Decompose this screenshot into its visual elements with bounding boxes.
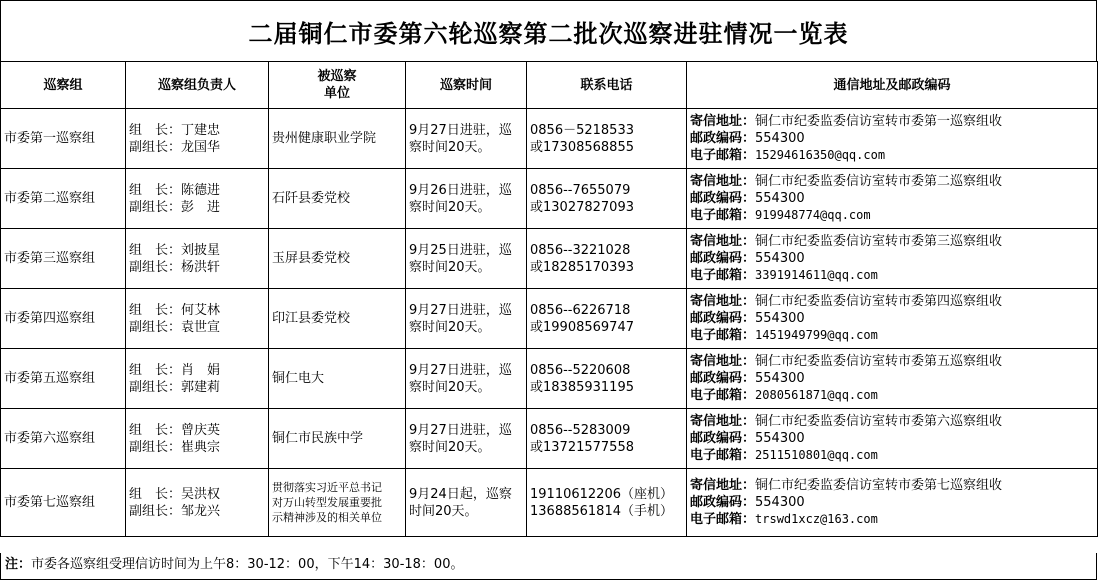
unit-cell: 铜仁电大 <box>269 349 406 409</box>
time-line1: 9月26日进驻，巡 <box>409 182 512 198</box>
email-label: 电子邮箱： <box>690 148 756 163</box>
group-cell: 市委第七巡察组 <box>1 469 126 537</box>
postcode-label: 邮政编码： <box>690 131 756 146</box>
address-cell <box>687 229 1098 289</box>
header-phone: 联系电话 <box>527 62 687 109</box>
email-label: 电子邮箱： <box>690 268 756 283</box>
email: 919948774@qq.com <box>755 208 871 222</box>
time-line2: 察时间20天。 <box>409 439 491 455</box>
time-line1: 9月24日起，巡察 <box>409 486 512 502</box>
table-row <box>1 349 1098 409</box>
email-line <box>690 267 1094 284</box>
leader-name: 组 长：曾庆英 <box>129 422 221 438</box>
time-cell <box>406 349 527 409</box>
leader-cell <box>126 169 269 229</box>
email-line <box>690 207 1094 224</box>
unit-cell <box>269 469 406 537</box>
postcode-label: 邮政编码： <box>690 371 756 386</box>
address-label: 寄信地址： <box>690 234 756 249</box>
mail-address-line <box>690 293 1094 310</box>
time-line2: 察时间20天。 <box>409 139 491 155</box>
unit-cell: 印江县委党校 <box>269 289 406 349</box>
email-line <box>690 147 1094 164</box>
header-unit <box>269 62 406 109</box>
time-line1: 9月27日进驻，巡 <box>409 302 512 318</box>
email: 2080561871@qq.com <box>755 388 878 402</box>
mail-address-line <box>690 113 1094 130</box>
postcode: 554300 <box>755 131 805 146</box>
postcode: 554300 <box>755 371 805 386</box>
postcode: 554300 <box>755 311 805 326</box>
unit-cell: 铜仁市民族中学 <box>269 409 406 469</box>
time-line1: 9月27日进驻，巡 <box>409 362 512 378</box>
email: 1451949799@qq.com <box>755 328 878 342</box>
address-label: 寄信地址： <box>690 414 756 429</box>
table-row <box>1 229 1098 289</box>
email-label: 电子邮箱： <box>690 512 756 527</box>
mail-address-line <box>690 413 1094 430</box>
email-label: 电子邮箱： <box>690 208 756 223</box>
mail-address: 铜仁市纪委监委信访室转市委第三巡察组收 <box>755 234 1003 249</box>
phone-line2: 13688561814（手机） <box>530 503 673 519</box>
time-line2: 察时间20天。 <box>409 319 491 335</box>
mail-address-line <box>690 353 1094 370</box>
postcode-label: 邮政编码： <box>690 495 756 510</box>
time-cell <box>406 109 527 169</box>
header-time: 巡察时间 <box>406 62 527 109</box>
postcode: 554300 <box>755 431 805 446</box>
email-label: 电子邮箱： <box>690 448 756 463</box>
time-line1: 9月25日进驻，巡 <box>409 242 512 258</box>
leader-cell <box>126 349 269 409</box>
time-cell <box>406 229 527 289</box>
postcode-line <box>690 310 1094 327</box>
time-line1: 9月27日进驻，巡 <box>409 122 512 138</box>
deputy-leader-name: 副组长：郭建莉 <box>129 379 221 395</box>
address-cell <box>687 109 1098 169</box>
unit-cell: 贵州健康职业学院 <box>269 109 406 169</box>
header-unit-line1: 被巡察 <box>317 69 357 84</box>
deputy-leader-name: 副组长：龙国华 <box>129 139 221 155</box>
mail-address: 铜仁市纪委监委信访室转市委第一巡察组收 <box>755 114 1003 129</box>
deputy-leader-name: 副组长：彭 进 <box>129 199 221 215</box>
unit-cell: 玉屏县委党校 <box>269 229 406 289</box>
postcode-label: 邮政编码： <box>690 311 756 326</box>
postcode: 554300 <box>755 251 805 266</box>
group-cell: 市委第六巡察组 <box>1 409 126 469</box>
leader-name: 组 长：陈德进 <box>129 182 221 198</box>
email-line <box>690 327 1094 344</box>
phone-line1: 0856--5283009 <box>530 422 631 438</box>
deputy-leader-name: 副组长：袁世宣 <box>129 319 221 335</box>
table-row <box>1 289 1098 349</box>
phone-line2: 或19908569747 <box>530 319 634 335</box>
unit-cell: 石阡县委党校 <box>269 169 406 229</box>
unit-line3: 示精神涉及的相关单位 <box>272 511 382 524</box>
mail-address: 铜仁市纪委监委信访室转市委第四巡察组收 <box>755 294 1003 309</box>
leader-cell <box>126 109 269 169</box>
page-title: 二届铜仁市委第六轮巡察第二批次巡察进驻情况一览表 <box>0 0 1097 62</box>
email: 15294616350@qq.com <box>755 148 886 162</box>
phone-line2: 或13027827093 <box>530 199 634 215</box>
postcode: 554300 <box>755 495 805 510</box>
time-cell <box>406 469 527 537</box>
address-cell <box>687 469 1098 537</box>
leader-cell <box>126 469 269 537</box>
postcode-line <box>690 430 1094 447</box>
address-label: 寄信地址： <box>690 114 756 129</box>
time-line2: 察时间20天。 <box>409 259 491 275</box>
phone-cell <box>527 409 687 469</box>
phone-cell <box>527 109 687 169</box>
group-cell: 市委第二巡察组 <box>1 169 126 229</box>
phone-line2: 或18385931195 <box>530 379 634 395</box>
postcode-label: 邮政编码： <box>690 191 756 206</box>
unit-line2: 对万山转型发展重要批 <box>272 496 382 509</box>
address-cell <box>687 289 1098 349</box>
time-line2: 察时间20天。 <box>409 379 491 395</box>
footnote-text: 市委各巡察组受理信访时间为上午8：30-12：00，下午14：30-18：00。 <box>31 557 464 572</box>
postcode-label: 邮政编码： <box>690 431 756 446</box>
deputy-leader-name: 副组长：邹龙兴 <box>129 503 221 519</box>
email-line <box>690 511 1094 528</box>
table-row <box>1 409 1098 469</box>
phone-line2: 或18285170393 <box>530 259 634 275</box>
header-unit-line2: 单位 <box>323 86 350 101</box>
table-row <box>1 469 1098 537</box>
phone-cell <box>527 469 687 537</box>
address-cell <box>687 169 1098 229</box>
time-cell <box>406 289 527 349</box>
phone-cell <box>527 229 687 289</box>
postcode-line <box>690 250 1094 267</box>
leader-cell <box>126 409 269 469</box>
header-address: 通信地址及邮政编码 <box>687 62 1098 109</box>
time-line1: 9月27日进驻，巡 <box>409 422 512 438</box>
deputy-leader-name: 副组长：崔典宗 <box>129 439 221 455</box>
address-label: 寄信地址： <box>690 478 756 493</box>
group-cell: 市委第四巡察组 <box>1 289 126 349</box>
footnote <box>0 553 1097 580</box>
inspection-table <box>0 61 1098 537</box>
deputy-leader-name: 副组长：杨洪轩 <box>129 259 221 275</box>
postcode: 554300 <box>755 191 805 206</box>
group-cell: 市委第三巡察组 <box>1 229 126 289</box>
table-row <box>1 169 1098 229</box>
email-label: 电子邮箱： <box>690 328 756 343</box>
leader-name: 组 长：丁建忠 <box>129 122 221 138</box>
phone-line1: 0856--7655079 <box>530 182 631 198</box>
header-group: 巡察组 <box>1 62 126 109</box>
postcode-line <box>690 370 1094 387</box>
phone-line1: 0856--3221028 <box>530 242 631 258</box>
postcode-line <box>690 494 1094 511</box>
email-label: 电子邮箱： <box>690 388 756 403</box>
leader-name: 组 长：刘披星 <box>129 242 221 258</box>
header-leader: 巡察组负责人 <box>126 62 269 109</box>
leader-name: 组 长：肖 娟 <box>129 362 221 378</box>
phone-line2: 或13721577558 <box>530 439 634 455</box>
leader-cell <box>126 229 269 289</box>
address-label: 寄信地址： <box>690 294 756 309</box>
time-line2: 察时间20天。 <box>409 199 491 215</box>
phone-cell <box>527 289 687 349</box>
header-row <box>1 62 1098 109</box>
table-row <box>1 109 1098 169</box>
mail-address-line <box>690 477 1094 494</box>
email: 3391914611@qq.com <box>755 268 878 282</box>
address-label: 寄信地址： <box>690 174 756 189</box>
address-label: 寄信地址： <box>690 354 756 369</box>
time-cell <box>406 409 527 469</box>
email: trswd1xcz@163.com <box>755 512 878 526</box>
unit-line1: 贯彻落实习近平总书记 <box>272 481 382 494</box>
mail-address: 铜仁市纪委监委信访室转市委第二巡察组收 <box>755 174 1003 189</box>
phone-line1: 0856--5220608 <box>530 362 631 378</box>
time-line2: 时间20天。 <box>409 503 478 519</box>
mail-address: 铜仁市纪委监委信访室转市委第六巡察组收 <box>755 414 1003 429</box>
phone-line1: 19110612206（座机） <box>530 486 673 502</box>
group-cell: 市委第一巡察组 <box>1 109 126 169</box>
time-cell <box>406 169 527 229</box>
phone-cell <box>527 169 687 229</box>
address-cell <box>687 349 1098 409</box>
postcode-line <box>690 190 1094 207</box>
phone-line1: 0856－5218533 <box>530 122 634 138</box>
email: 2511510801@qq.com <box>755 448 878 462</box>
leader-name: 组 长：吴洪权 <box>129 486 221 502</box>
email-line <box>690 387 1094 404</box>
footnote-label: 注： <box>5 557 32 572</box>
leader-name: 组 长：何艾林 <box>129 302 221 318</box>
mail-address: 铜仁市纪委监委信访室转市委第五巡察组收 <box>755 354 1003 369</box>
mail-address-line <box>690 233 1094 250</box>
phone-line1: 0856--6226718 <box>530 302 631 318</box>
postcode-line <box>690 130 1094 147</box>
leader-cell <box>126 289 269 349</box>
mail-address: 铜仁市纪委监委信访室转市委第七巡察组收 <box>755 478 1003 493</box>
group-cell: 市委第五巡察组 <box>1 349 126 409</box>
phone-line2: 或17308568855 <box>530 139 634 155</box>
mail-address-line <box>690 173 1094 190</box>
email-line <box>690 447 1094 464</box>
address-cell <box>687 409 1098 469</box>
postcode-label: 邮政编码： <box>690 251 756 266</box>
phone-cell <box>527 349 687 409</box>
